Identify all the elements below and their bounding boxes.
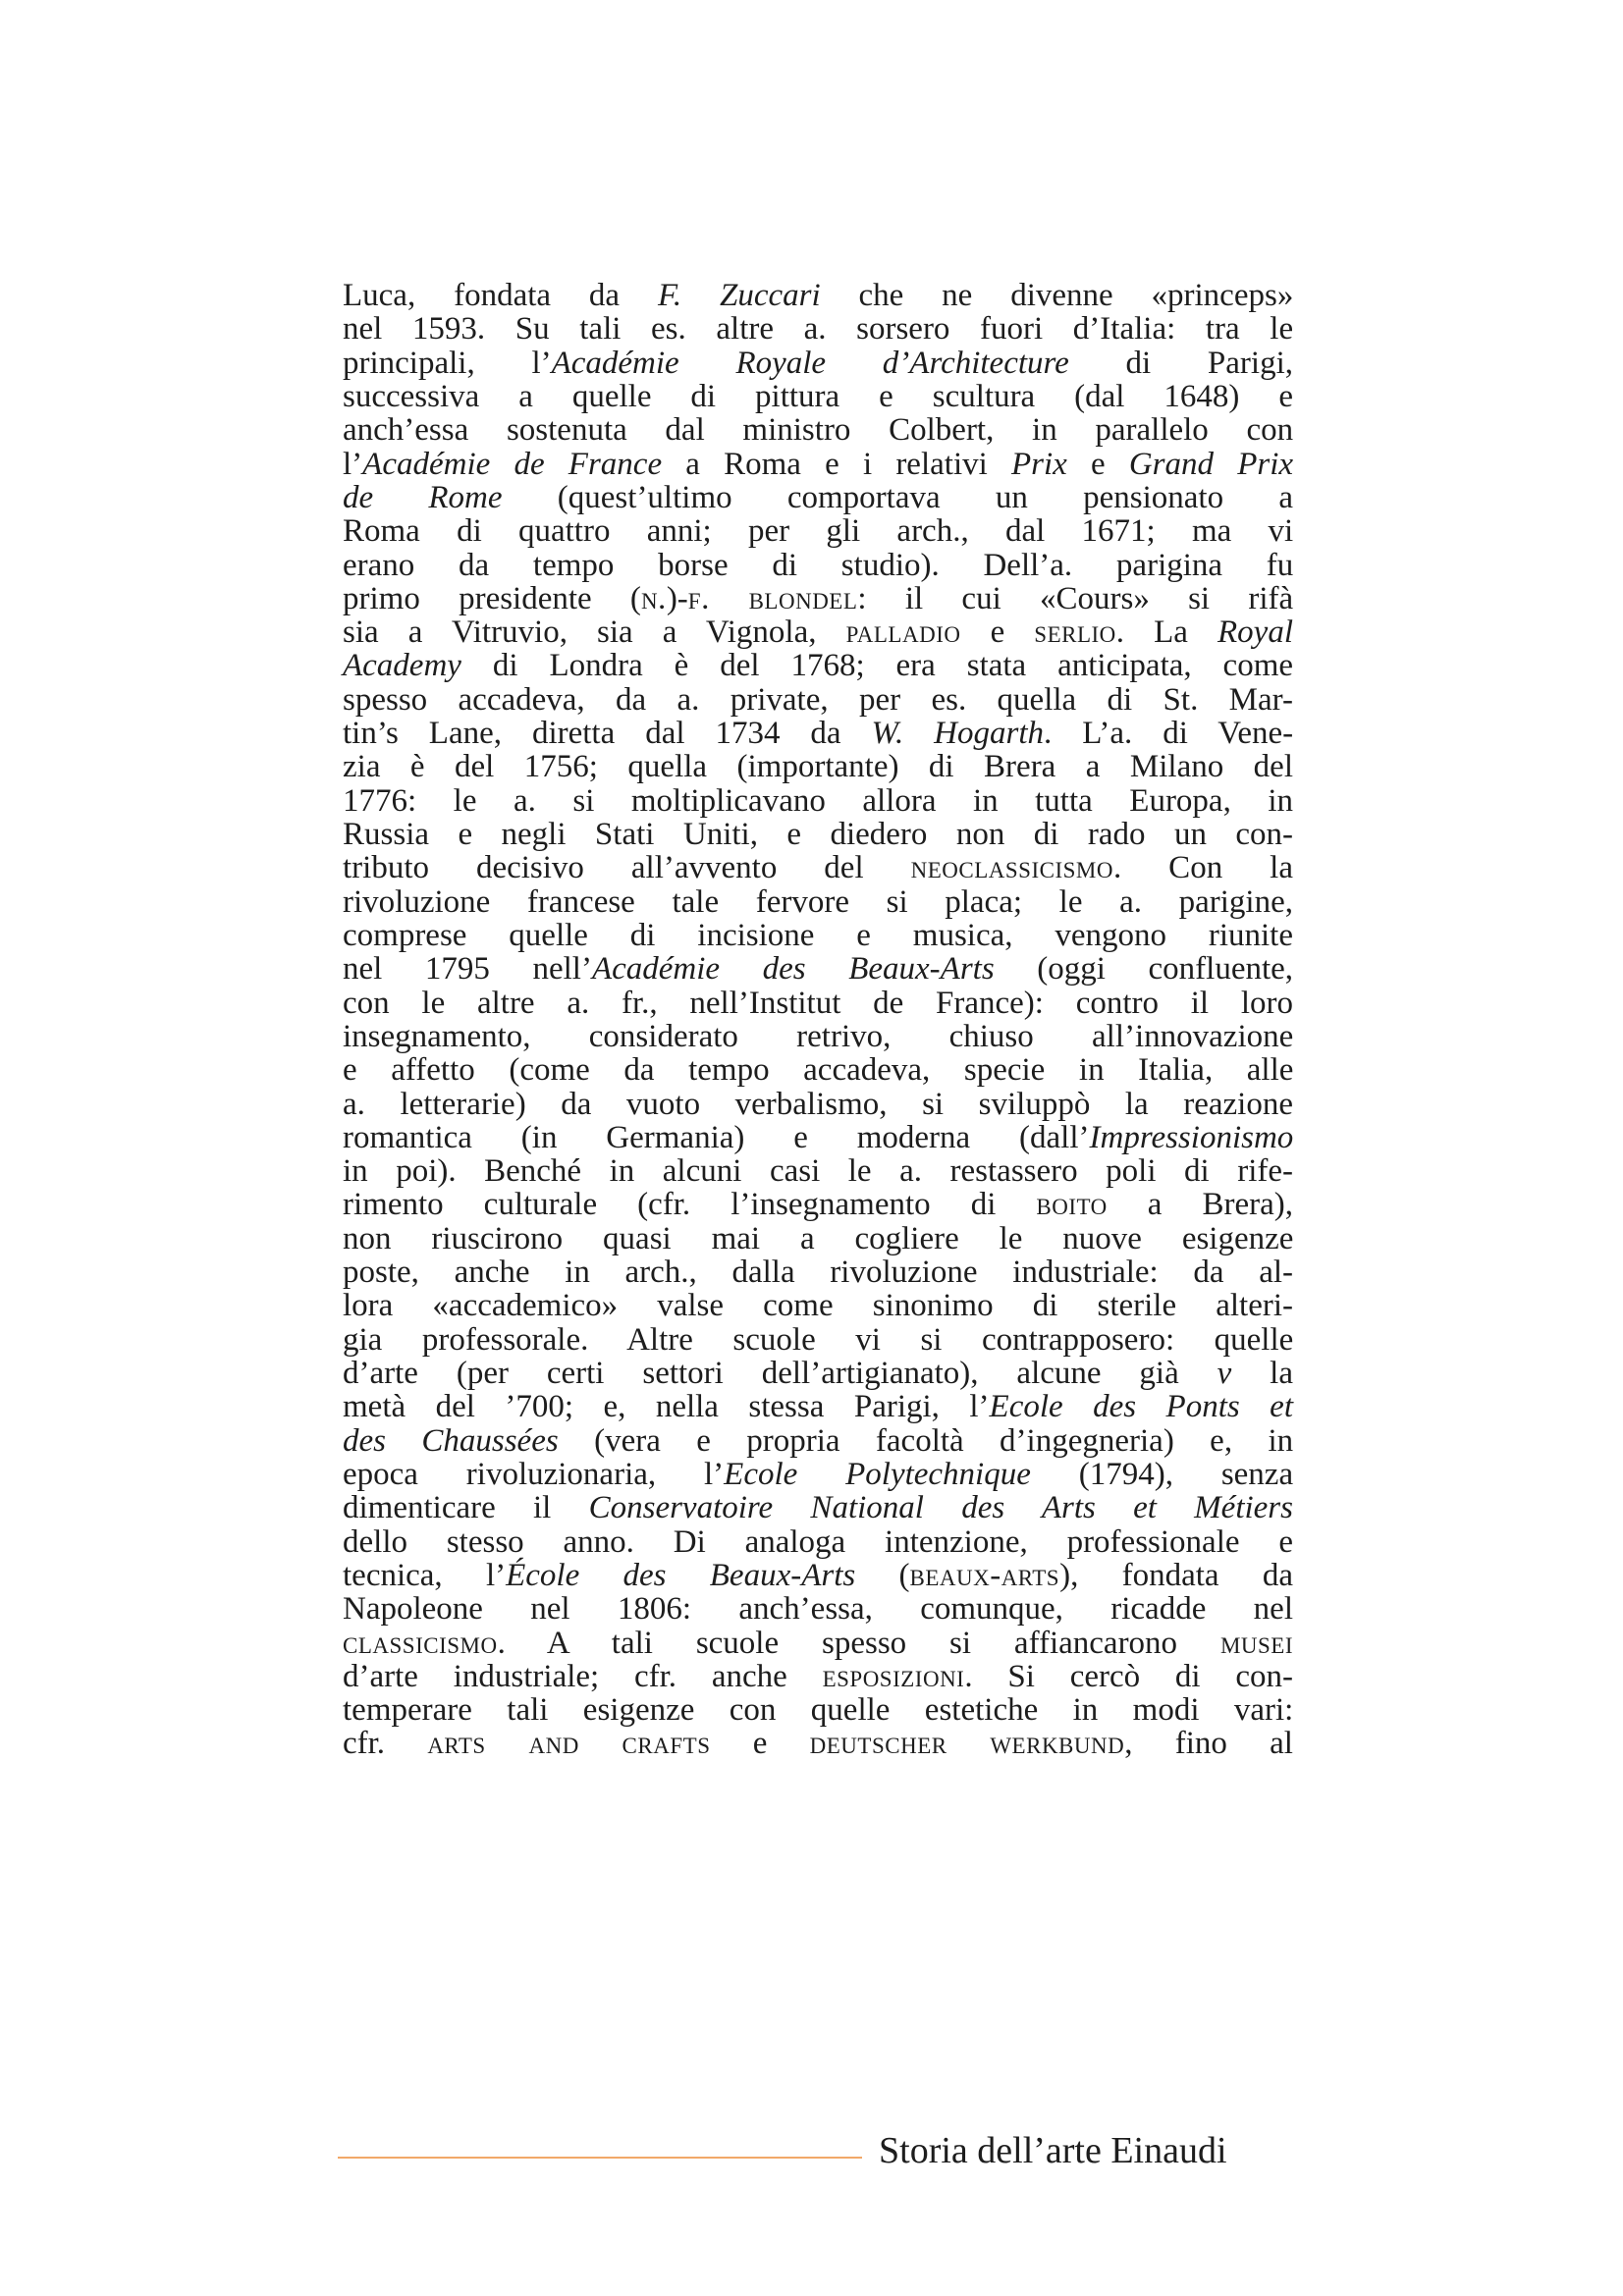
- text-line: [343, 1255, 1293, 1289]
- text-run: Roma di quattro anni; per gli arch., dal 1671; ma vi: [343, 513, 1294, 550]
- cross-reference: arts and crafts: [427, 1726, 711, 1762]
- text-run: a Brera),: [1107, 1187, 1293, 1223]
- text-line: [343, 279, 1293, 312]
- italic-text: Grand Prix: [1128, 446, 1294, 482]
- text-run: (1794), senza: [1030, 1456, 1294, 1492]
- cross-reference: n.: [640, 580, 667, 616]
- text-run: (quest’ultimo comportava un pensionato a: [502, 479, 1293, 515]
- text-line: [343, 717, 1293, 750]
- italic-text: de Rome: [343, 479, 503, 515]
- text-line: [343, 750, 1293, 783]
- text-run: e: [710, 1726, 810, 1762]
- text-run: temperare tali esigenze con quelle estetiche in modi vari:: [343, 1692, 1294, 1729]
- text-line: [343, 919, 1293, 952]
- text-line: [343, 448, 1293, 481]
- text-run: rimento culturale (cfr. l’insegnamento di: [343, 1187, 1037, 1223]
- text-line: [343, 514, 1293, 548]
- italic-text: Academy: [343, 648, 461, 684]
- text-line: [343, 549, 1293, 582]
- text-run: Napoleone nel 1806: anch’essa, comunque, ricadde nel: [343, 1591, 1293, 1628]
- text-line: [343, 1088, 1293, 1121]
- cross-reference: palladio: [845, 614, 961, 651]
- cross-reference: boito: [1036, 1187, 1108, 1223]
- cross-reference: serlio: [1034, 614, 1116, 651]
- text-run: e: [1066, 446, 1129, 482]
- italic-text: Conservatoire National des Arts et Métiers: [588, 1490, 1293, 1526]
- text-run: e affetto (come da tempo accadeva, specie in Italia, alle: [343, 1052, 1294, 1089]
- cross-reference: musei: [1219, 1625, 1293, 1661]
- text-line: [343, 1424, 1293, 1458]
- text-line: [343, 1491, 1293, 1524]
- text-line: [343, 1289, 1293, 1322]
- italic-text: Académie de France: [362, 446, 663, 482]
- italic-text: Prix: [1010, 446, 1067, 482]
- text-line: [343, 1592, 1293, 1626]
- text-line: [343, 1053, 1293, 1087]
- text-run: rivoluzione francese tale fervore si placa; le a. parigine,: [343, 883, 1293, 920]
- text-line: [343, 1458, 1293, 1491]
- footer-rule: [338, 2157, 862, 2159]
- text-line: [343, 1222, 1293, 1255]
- text-line: [343, 952, 1293, 986]
- text-run: nel 1795 nell’: [343, 951, 592, 988]
- text-line: [343, 1660, 1293, 1693]
- text-run: successiva a quelle di pittura e scultura (dal 1648) e: [343, 378, 1293, 414]
- text-run: (vera e propria facoltà d’ingegneria) e, in: [558, 1422, 1294, 1459]
- text-run: e: [960, 614, 1035, 651]
- text-line: [343, 1357, 1293, 1390]
- text-run: in poi). Benché in alcuni casi le a. restassero poli di rife-: [343, 1153, 1293, 1190]
- text-line: [343, 1188, 1293, 1221]
- text-line: [343, 818, 1293, 851]
- text-line: [343, 851, 1293, 884]
- text-line: [343, 380, 1293, 413]
- text-run: comprese quelle di incisione e musica, vengono riunite: [343, 917, 1293, 953]
- text-run: . Si cercò di con-: [964, 1658, 1293, 1694]
- footer-publisher-title: Storia dell’arte Einaudi: [879, 2130, 1227, 2171]
- text-line: [343, 784, 1293, 818]
- text-line: [343, 347, 1293, 380]
- text-line: [343, 582, 1293, 615]
- cross-reference: beaux-arts: [909, 1557, 1060, 1593]
- italic-text: Ecole Polytechnique: [724, 1456, 1031, 1492]
- text-run: metà del ’700; e, nella stessa Parigi, l’: [343, 1389, 990, 1425]
- text-run: di Parigi,: [1068, 345, 1294, 381]
- italic-text: Académie Royale d’Architecture: [551, 345, 1069, 381]
- text-line: [343, 1390, 1293, 1423]
- text-run: d’arte (per certi settori dell’artigianato), alcune già: [343, 1356, 1217, 1391]
- text-line: [343, 312, 1293, 346]
- text-run: d’arte industriale; cfr. anche: [343, 1658, 823, 1694]
- body-text: [343, 279, 1293, 1761]
- text-run: la: [1231, 1356, 1293, 1391]
- text-run: l’: [343, 446, 363, 482]
- text-line: [343, 649, 1293, 682]
- italic-text: Royal: [1217, 614, 1293, 651]
- italic-text: des Chaussées: [343, 1422, 559, 1459]
- text-run: , fino al: [1124, 1726, 1293, 1762]
- text-run: insegnamento, considerato retrivo, chiuso all’innovazione: [343, 1018, 1294, 1054]
- text-run: zia è del 1756; quella (importante) di Brera a Milano del: [343, 749, 1293, 785]
- text-line: [343, 1727, 1293, 1760]
- text-run: spesso accadeva, da a. private, per es. quella di St. Mar-: [343, 681, 1293, 718]
- text-run: )-: [666, 580, 688, 616]
- text-line: [343, 1154, 1293, 1188]
- text-run: primo presidente (: [343, 580, 641, 616]
- cross-reference: classicismo: [343, 1625, 498, 1661]
- text-run: . A tali scuole spesso si affiancarono: [497, 1625, 1220, 1661]
- italic-text: École des Beaux-Arts: [506, 1557, 856, 1593]
- italic-text: v: [1217, 1356, 1232, 1391]
- text-run: . Con la: [1112, 850, 1293, 886]
- text-line: [343, 1020, 1293, 1053]
- text-line: [343, 885, 1293, 919]
- text-line: [343, 1693, 1293, 1727]
- italic-text: Académie des Beaux-Arts: [591, 951, 995, 988]
- text-run: tributo decisivo all’avvento del: [343, 850, 911, 886]
- text-run: Luca, fondata da: [343, 278, 658, 313]
- text-run: dello stesso anno. Di analoga intenzione, professionale e: [343, 1523, 1293, 1560]
- text-line: [343, 1559, 1293, 1592]
- text-line: [343, 481, 1293, 514]
- text-run: (oggi confluente,: [994, 951, 1294, 988]
- text-run: di Londra è del 1768; era stata anticipata, come: [460, 648, 1294, 684]
- text-line: [343, 615, 1293, 649]
- text-line: [343, 1525, 1293, 1559]
- text-line: [343, 683, 1293, 717]
- text-line: [343, 1323, 1293, 1357]
- text-run: . La: [1115, 614, 1218, 651]
- italic-text: W. Hogarth: [871, 716, 1045, 752]
- text-line: [343, 987, 1293, 1020]
- text-run: romantica (in Germania) e moderna (dall’: [343, 1119, 1090, 1155]
- text-line: [343, 1627, 1293, 1660]
- text-run: che ne divenne «princeps»: [820, 278, 1294, 313]
- italic-text: Impressionismo: [1089, 1119, 1294, 1155]
- italic-text: F. Zuccari: [657, 278, 821, 313]
- text-run: dimenticare il: [343, 1490, 589, 1526]
- text-run: anch’essa sostenuta dal ministro Colbert, in parallelo con: [343, 412, 1294, 449]
- text-run: : il cui «Cours» si rifà: [857, 580, 1294, 616]
- text-run: sia a Vitruvio, sia a Vignola,: [343, 614, 846, 651]
- cross-reference: f. blondel: [687, 580, 858, 616]
- text-run: ), fondata da: [1059, 1557, 1293, 1593]
- text-run: nel 1593. Su tali es. altre a. sorsero fuori d’Italia: tra le: [343, 311, 1294, 347]
- cross-reference: neoclassicismo: [910, 850, 1113, 886]
- text-run: epoca rivoluzionaria, l’: [343, 1456, 725, 1492]
- text-run: erano da tempo borse di studio). Dell’a. parigina fu: [343, 547, 1294, 583]
- text-run: cfr.: [343, 1726, 428, 1762]
- text-run: principali, l’: [343, 345, 552, 381]
- text-run: gia professorale. Altre scuole vi si contrapposero: quelle: [343, 1321, 1294, 1358]
- text-run: tecnica, l’: [343, 1557, 507, 1593]
- text-run: . L’a. di Vene-: [1044, 716, 1294, 752]
- cross-reference: esposizioni: [822, 1658, 965, 1694]
- text-run: non riuscirono quasi mai a cogliere le nuove esigenze: [343, 1220, 1294, 1256]
- text-line: [343, 1121, 1293, 1154]
- text-run: 1776: le a. si moltiplicavano allora in tutta Europa, in: [343, 782, 1293, 819]
- text-run: a Roma e i relativi: [662, 446, 1011, 482]
- text-run: con le altre a. fr., nell’Institut de France): contro il loro: [343, 985, 1294, 1021]
- cross-reference: deutscher werkbund: [809, 1726, 1125, 1762]
- text-run: (: [855, 1557, 910, 1593]
- text-run: Russia e negli Stati Uniti, e diedero non di rado un con-: [343, 817, 1294, 852]
- italic-text: Ecole des Ponts et: [989, 1389, 1293, 1425]
- text-line: [343, 413, 1293, 447]
- text-run: tin’s Lane, diretta dal 1734 da: [343, 716, 872, 752]
- text-run: lora «accademico» valse come sinonimo di sterile alteri-: [343, 1288, 1293, 1324]
- text-run: poste, anche in arch., dalla rivoluzione industriale: da al-: [343, 1255, 1293, 1291]
- text-run: a. letterarie) da vuoto verbalismo, si sviluppò la reazione: [343, 1086, 1293, 1122]
